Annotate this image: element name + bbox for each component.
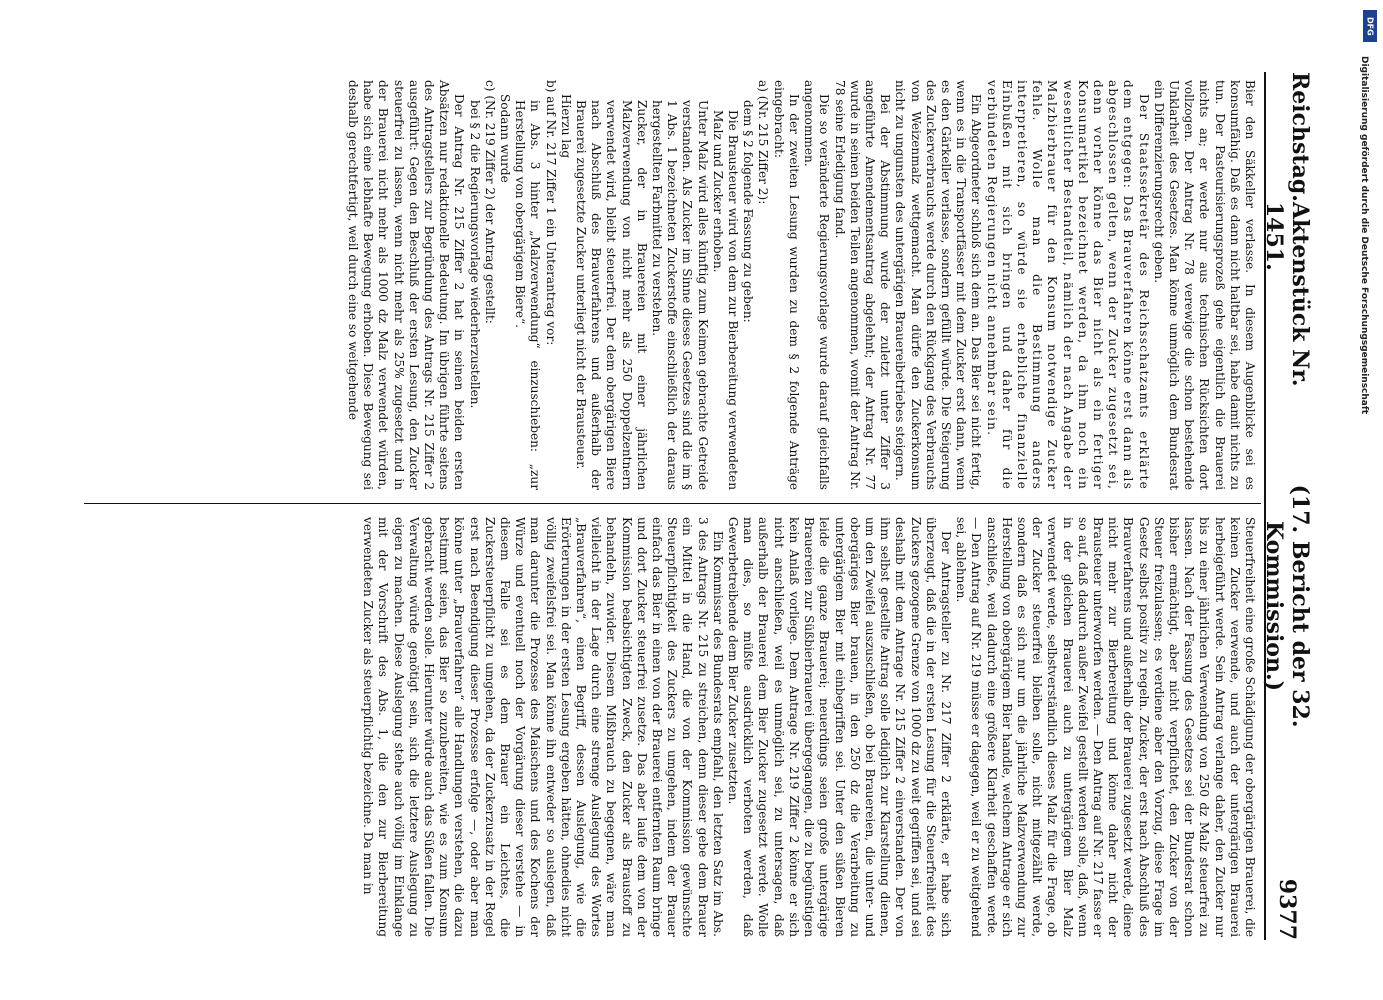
quoted-text: Zucker, der in Brauereien mit einer jährlichen Malzverwendung von nicht mehr als 250 Doppelzentnern verwendet wird, bleibt steuerfrei. Der dem obergärigen Biere nach Abschluß des Brauverfahrens und außerhalb der Brauerei zugesetzte Zucker unterliegt nicht der Brausteuer. — [574, 100, 649, 490]
quoted-text: Unter Malz wird alles künftig zum Keimen gebrachte Getreide verstanden. Als Zucker im Sinne dieses Gesetzes sind die im § 1 Abs. 1 bezeichneten Zuckerstoffe einschließlich der daraus hergestellten Farbmittel zu verstehen. — [650, 100, 710, 490]
list-item: dem § 2 folgende Fassung zu geben: — [741, 100, 756, 323]
page-number: 9377 — [1274, 878, 1300, 940]
list-item: a) (Nr. 215 Ziffer 2): — [756, 80, 771, 205]
paragraph: Bier den Säkkeller verlasse. In diesem Augenblicke sei es konsumfähig. Daß es dann nicht haltbar sei, habe damit nichts zu tun. Der Pasteurisierungsprozeß gehe eigentlich die Brauerei nichts an; er werde nur aus technischen Rücksichten dort vollzogen. Der Antrag Nr. 78 verewige die schon bestehende Unklarheit des Gesetzes. Man könne unmöglich dem Bundesrat ein Differenzierungsrecht geben. — [1151, 80, 1257, 490]
header-document-number: Aktenstück Nr. 1451. — [1261, 201, 1313, 387]
right-column — [360, 517, 1257, 937]
column-divider — [84, 503, 1261, 504]
digitization-text: Digitalisierung gefördert durch die Deutsche Forschungsgemeinschaft — [1359, 56, 1369, 415]
digitization-note — [1352, 12, 1376, 652]
dfg-logo: DFG — [1363, 10, 1377, 42]
paragraph: Der Staatssekretär des Reichsschatzamts erklärte dem entgegen: Das Brauverfahren könne erst dann als abgeschlossen gelten, wenn der Zucker zugesetzt sei, denn vorher könne das Bier nicht als ein fertiger Konsumartikel bezeichnet werden, da ihm noch ein wesentlicher Bestandteil, nämlich der nach Angabe der Malzbierbrauer für den Konsum notwendige Zucker fehle. Wolle man die Bestimmung anders interpretieren, so würde sie erhebliche finanzielle Einbußen mit sich bringen und daher für die verbündeten Regierungen nicht annehmbar sein. — [984, 80, 1151, 490]
quoted-text: Die Brausteuer wird von dem zur Bierbereitung verwendeten Malz und Zucker erhoben. — [710, 110, 741, 490]
paragraph: Bei der Abstimmung wurde der zuletzt unter Ziffer 3 angeführte Amendementsantrag abgelehnt; der Antrag Nr. 77 wurde in seinen beiden Teilen angenommen, womit der Antrag Nr. 78 seine Erledigung fand. — [832, 80, 893, 490]
paragraph: Hierzu lag — [558, 94, 573, 159]
header-rule — [1264, 72, 1266, 940]
quoted-text: bei § 2 die Regierungsvorlage wiederherzustellen. — [467, 100, 482, 409]
header-reichstag: Reichstag. — [1287, 72, 1313, 202]
list-item: b) auf Nr. 217 Ziffer 1 ein Unterantrag vor: — [543, 80, 558, 346]
paragraph: Der Antragsteller zu Nr. 217 Ziffer 2 erklärte, er habe sich überzeugt, daß die in der ersten Lesung für die Steuerfreiheit des Zuckers gezogene Grenze von 1000 dz zu weit gegriffen sei, und sei deshalb mit dem Antrage Nr. 215 Ziffer 2 einverstanden. Der von ihm selbst gestellte Antrag solle lediglich zur Klarstellung dienen, um den Zweifel auszuschließen, ob bei Brauereien, die unter- und obergäriges Bier brauen, in den 250 dz die Verarbeitung zu untergärigem Bier mit einbegriffen sei. Unter den süßen Bieren leide die ganze Brauerei; neuerdings seien große untergärige Brauereien zur Süßbierbrauerei übergegangen, die zu begünstigen kein Anlaß vorliege. Dem Antrage Nr. 219 Ziffer 2 könne er sich nicht anschließen, weil es unmöglich sei, zu untersagen, daß außerhalb der Brauerei dem Bier Zucker zugesetzt werde. Wolle man dies, so müßte ausdrücklich verboten werden, daß Gewerbetreibende dem Bier Zucker zusetzten. — [726, 517, 953, 937]
list-item: c) (Nr. 219 Ziffer 2) der Antrag gestellt: — [482, 80, 497, 324]
paragraph: Die so veränderte Regierungsvorlage wurde darauf gleichfalls angenommen. — [802, 80, 832, 490]
page-header — [1261, 72, 1313, 940]
left-column — [345, 80, 1257, 490]
paragraph: Ein Abgeordneter schloß sich dem an. Das Bier sei nicht fertig, wenn es in die Transportfässer mit dem Zucker erst dann, wenn es den Gärkeller verlasse, sondern gefüllt würde. Die Steigerung des Zuckerverbrauchs werde durch den Rückgang des Verbrauchs von Weizenmalz wettgemacht. Man dürfe den Zuckerkonsum nicht zu ungunsten des untergärigen Brauereibetriebes steigern. — [893, 80, 984, 490]
quoted-text: in Abs. 3 hinter „Malzverwendung“ einzuschieben: „zur Herstellung von obergärigem Biere“. — [513, 100, 543, 490]
header-report-title: (17. Bericht der 32. Kommission.) — [1261, 484, 1313, 728]
paragraph: In der zweiten Lesung wurden zu dem § 2 folgende Anträge eingebracht: — [771, 80, 801, 490]
paragraph: Der Antrag Nr. 215 Ziffer 2 hat in seinen beiden ersten Absätzen nur redaktionelle Bedeutung. Im übrigen führte seitens des Antragstellers zur Begründung des Antrags Nr. 215 Ziffer 2 ausgeführt: Gegen den Beschluß der ersten Lesung, den Zucker steuerfrei zu lassen, wenn nicht mehr als 25% zugesetzt und in der Brauerei nicht mehr als 1000 dz Malz verwendet würden, habe sich eine lebhafte Bewegung erhoben. Diese Bewegung sei deshalb gerechtfertigt, weil durch eine so weitgehende — [346, 80, 467, 490]
paragraph: Steuerfreiheit eine große Schädigung der obergärigen Brauerei, die keinen Zucker verwende, und auch der untergärigen Brauerei herbeigeführt werde. Sein Antrag verlange daher, den Zucker nur bis zu einer jährlichen Verwendung von 250 dz Malz steuerfrei zu lassen. Nach der Fassung des Gesetzes sei der Bundesrat schon bisher ermächtigt, aber nicht verpflichtet, den Zucker von der Steuer freizulassen; es verdiene aber den Vorzug, diese Frage im Gesetz selbst positiv zu regeln. Zucker, der erst nach Abschluß des Brauverfahrens und außerhalb der Brauerei zugesetzt werde, diene nicht mehr zur Bierbereitung und könne daher nicht der Brausteuer unterworfen werden. — Den Antrag auf Nr. 217 fasse er so auf, daß dadurch außer Zweifel gestellt werden solle, daß, wenn in der gleichen Brauerei auch zu untergärigem Bier Malz verwendet werde, selbstverständlich dieses Malz für die Frage, ob der Zucker steuerfrei bleiben solle, nicht mitgezählt werde, sondern daß es sich nur um die jährliche Malzverwendung zur Herstellung von obergärigem Bier handle, welchem Antrage er sich anschließe, weil dadurch eine größere Klarheit geschaffen werde. — Den Antrag auf Nr. 219 müsse er dagegen, weil er zu weitgehend sei, ablehnen. — [954, 517, 1257, 937]
paragraph: Ein Kommissar des Bundesrats empfahl, den letzten Satz im Abs. 3 des Antrags Nr. 215 zu streichen, denn dieser gebe dem Brauer ein Mittel in die Hand, die von der Kommission gewünschte Steuerpflichtigkeit des Zuckers zu umgehen, indem der Brauer einfach das Bier in einen von der Brauerei entfernten Raum bringe und dort Zucker steuerfrei zusetze. Das aber laufe dem von der Kommission beabsichtigten Zweck, den Zucker als Braustoff zu behandeln, zuwider. Diesem Mißbrauch zu begegnen, wäre man vielleicht in der Lage durch eine strenge Auslegung des Wortes „Brauverfahren“, einen Begriff, dessen Auslegung, wie die Erörterungen in der ersten Lesung ergeben hätten, ohnedies nicht völlig zweifelsfrei sei. Man könne ihn entweder so auslegen, daß man darunter die Prozesse des Maischens und des Kochens der Würze und eventuell noch der Vorgärung dieser verstehe — in diesem Falle sei es dem Brauer ein Leichtes, die Zuckersteuerpflicht zu umgehen, da der Zuckerzusatz in der Regel erst nach Beendigung dieser Prozesse erfolge —, oder aber man könne unter „Brauverfahren“ alle Handlungen verstehen, die dazu bestimmt seien, das Bier so zuzubereiten, wie es zum Konsum gebracht werden solle. Hierunter würde auch das Süßen fallen. Die Verwaltung würde genötigt sein, sich die letztere Auslegung zu eigen zu machen. Diese Auslegung stehe auch völlig im Einklange mit der Vorschrift des Abs. 1, die den zur Bierbereitung verwendeten Zucker als steuerpflichtig bezeichne. Da man in — [361, 517, 725, 937]
paragraph: Sodann wurde — [498, 94, 513, 183]
